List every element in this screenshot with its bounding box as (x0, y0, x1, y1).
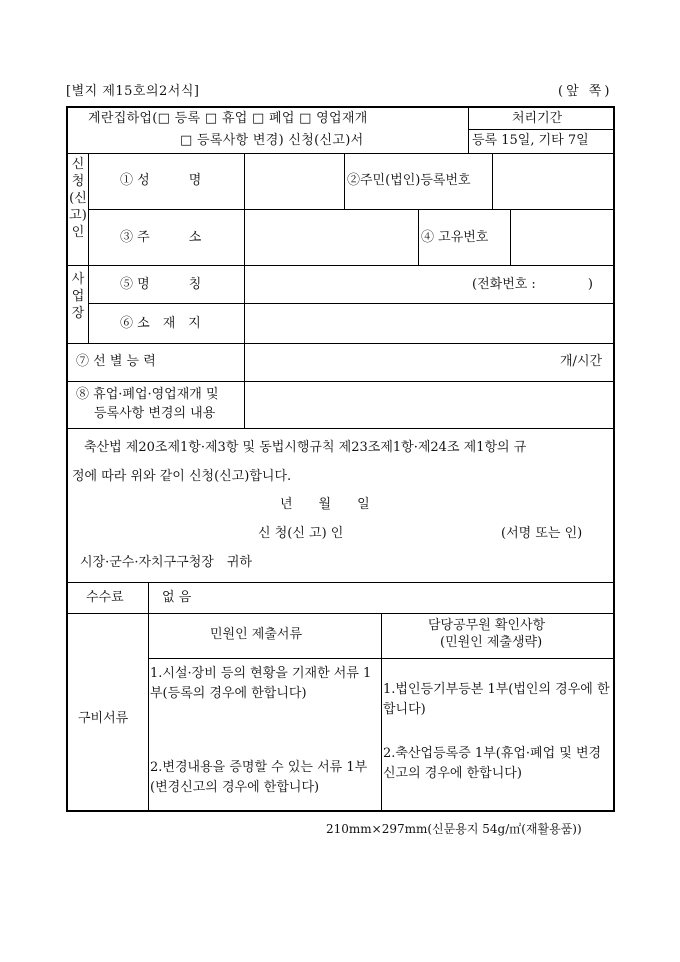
unique-number-label: ④ 고유번호 (421, 230, 489, 245)
phone-label: (전화번호 : ) (472, 277, 593, 292)
period-border (468, 108, 469, 153)
address-label: ③ 주 소 (120, 230, 202, 245)
paper-spec: 210mm×297mm(신문용지 54g/㎡(재활용품)) (326, 822, 582, 836)
group-border (88, 153, 89, 343)
form-number: [별지 제15호의2서식] (66, 84, 200, 99)
form-title-line1: 계란집하업(□ 등록 □ 휴업 □ 폐업 □ 영업재개 (88, 111, 368, 126)
check-doc-item-2: 2.축산업등록증 1부(휴업·폐업 및 변경신고의 경우에 한합니다) (383, 746, 602, 781)
row-line (68, 265, 613, 266)
capacity-label: ⑦ 선 별 능 력 (76, 354, 156, 369)
page-side: (앞 쪽) (558, 84, 613, 99)
period-label: 처리기간 (512, 111, 563, 126)
cell-border (344, 153, 345, 209)
date-line: 년 월 일 (280, 497, 370, 512)
row-line (68, 343, 613, 344)
location-label: ⑥ 소 재 지 (120, 316, 201, 331)
applicant-group-label: 신청(신고)인 (69, 157, 87, 240)
check-doc-item-1: 1.법인등기부등본 1부(법인의 경우에 한합니다) (383, 682, 610, 717)
fee-border (148, 582, 149, 810)
submit-docs-header: 민원인 제출서류 (210, 627, 303, 642)
row-line (88, 209, 613, 210)
check-docs-header-line1: 담당공무원 확인사항 (428, 618, 546, 633)
business-group-label: 사업장 (71, 272, 85, 321)
changes-label-line1: ⑧ 휴업·폐업·영업재개 및 (76, 387, 219, 402)
check-docs-header-line2: (민원인 제출생략) (440, 635, 543, 650)
period-value: 등록 15일, 기타 7일 (472, 133, 589, 148)
form-title-line2: □ 등록사항 변경) 신청(신고)서 (180, 133, 364, 148)
row-line (68, 613, 613, 614)
docs-divider (381, 613, 382, 810)
row-line (88, 303, 613, 304)
cell-border (418, 209, 419, 265)
cell-border (492, 153, 493, 209)
capacity-unit: 개/시간 (560, 354, 603, 369)
fee-value: 없 음 (162, 590, 192, 605)
statement-line2: 정에 따라 위와 같이 신청(신고)합니다. (72, 469, 292, 484)
applicant-sign-label: 신 청(신 고) 인 (258, 526, 344, 541)
submit-doc-item-2: 2.변경내용을 증명할 수 있는 서류 1부(변경신고의 경우에 한합니다) (150, 760, 368, 795)
application-form (66, 106, 615, 812)
row-line (68, 428, 613, 429)
changes-label-line2: 등록사항 변경의 내용 (94, 406, 216, 421)
business-name-label: ⑤ 명 칭 (120, 277, 202, 292)
docs-label: 구비서류 (78, 711, 129, 726)
row-line (68, 582, 613, 583)
row-line (68, 153, 613, 154)
cell-border (510, 209, 511, 265)
reg-number-label: ②주민(법인)등록번호 (347, 173, 471, 188)
fee-label: 수수료 (86, 590, 124, 605)
recipient: 시장·군수·자치구구청장 귀하 (80, 555, 252, 570)
statement-line1: 축산법 제20조제1항·제3항 및 동법시행규칙 제23조제1항·제24조 제1항의 규 (84, 440, 527, 455)
name-label: ① 성 명 (120, 173, 202, 188)
label-border (244, 153, 245, 428)
row-line (68, 381, 613, 382)
period-divider (468, 129, 613, 130)
sign-or-seal: (서명 또는 인) (501, 526, 583, 541)
submit-doc-item-1: 1.시설·장비 등의 현황을 기재한 서류 1부(등록의 경우에 한합니다) (150, 666, 372, 701)
